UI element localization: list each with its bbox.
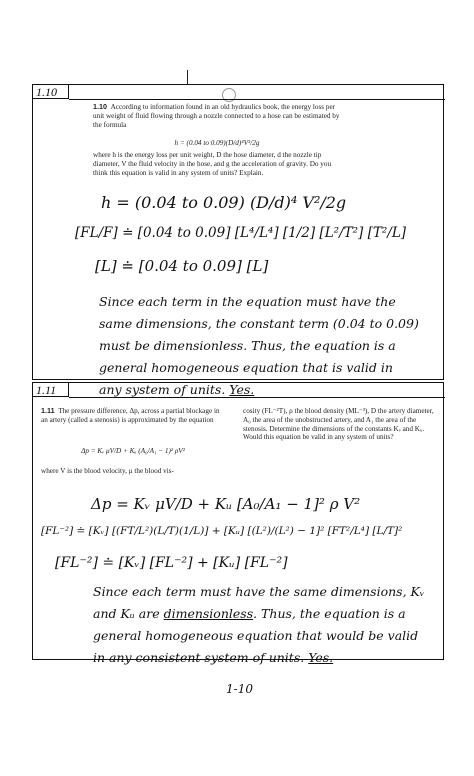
handwritten-equation-1: h = (0.04 to 0.09) (D/d)⁴ V²/2g bbox=[101, 193, 347, 212]
underlined-term: dimensionless bbox=[163, 606, 254, 621]
problem-text: According to information found in an old hydraulics book, the energy loss per unit weight of fluid flowing through a nozzle connected to a hose can be estimated by the formula bbox=[93, 103, 340, 129]
problem-definitions: where h is the energy loss per unit weight, D the hose diameter, d the nozzle tip diameter, V the fluid velocity in the hose, and g the acceleration of gravity. Do you think this equation is valid in any system of units? Explain. bbox=[93, 151, 332, 177]
problem-text: The pressure difference, Δp, across a partial blockage in an artery (called a stenosis) is approximated by the equation bbox=[41, 407, 220, 424]
definitions-left: where V is the blood velocity, μ the blood vis- bbox=[41, 467, 174, 475]
conclusion-text: Since each term must have the same dimensions, Kᵥ and Kᵤ are bbox=[93, 584, 425, 621]
handwritten-dimension-equation: [FL⁻²] ≐ [Kᵥ] [(FT/L²)(L/T)(1/L)] + [Kᵤ] [(L²)/(L²) − 1]² [FT²/L⁴] [L/T]² bbox=[41, 525, 403, 537]
handwritten-dimension-equation: [FL/F] ≐ [0.04 to 0.09] [L⁴/L⁴] [1/2] [L²/T²] [T²/L] bbox=[75, 225, 407, 241]
margin-tick bbox=[187, 70, 188, 84]
problem-tab-1-11: 1.11 bbox=[33, 383, 69, 397]
problem-number: 1.11 bbox=[41, 406, 55, 415]
handwritten-equation-1: Δp = Kᵥ μV/D + Kᵤ [A₀/A₁ − 1]² ρ V² bbox=[91, 495, 361, 513]
tab-divider bbox=[69, 397, 445, 398]
handwritten-reduced-equation: [FL⁻²] ≐ [Kᵥ] [FL⁻²] + [Kᵤ] [FL⁻²] bbox=[55, 555, 288, 571]
problem-1-11-panel bbox=[32, 382, 444, 665]
problem-statement-1-11 bbox=[41, 407, 225, 425]
page-number: 1-10 bbox=[226, 682, 253, 696]
conclusion-text-end: . Thus, the equation is a general homogeneous equation that would be valid in any consistent system of units. bbox=[93, 606, 419, 665]
handwritten-reduced-equation: [L] ≐ [0.04 to 0.09] [L] bbox=[95, 257, 269, 275]
printed-formula: h = (0.04 to 0.09)(D/d)⁴V²/2g bbox=[174, 139, 260, 147]
printed-formula: Δp = Kᵥ μV/D + Kᵤ (A₀/A₁ − 1)² ρV² bbox=[81, 447, 185, 455]
definitions-right: cosity (FL⁻²T), ρ the blood density (ML⁻³), D the artery diameter, A₀ the area of the unobstructed artery, and A₁ the area of the stenosis. Determine the dimensions of the constants Kᵥ and Kᵤ. Would this equation be valid in any system of units? bbox=[243, 407, 434, 442]
problem-statement-1-10 bbox=[93, 103, 341, 129]
handwritten-conclusion bbox=[93, 581, 429, 669]
conclusion-text: Since each term in the equation must have the same dimensions, the constant term (0.04 to 0.09) must be dimensionless. Thus, the equation is a general homogeneous equation that is valid in any system of units. bbox=[99, 294, 419, 397]
answer-yes: Yes. bbox=[308, 650, 334, 665]
answer-yes: Yes. bbox=[229, 382, 255, 397]
tab-divider bbox=[69, 99, 445, 100]
problem-tab-1-10: 1.10 bbox=[33, 85, 69, 99]
problem-number: 1.10 bbox=[93, 102, 107, 111]
